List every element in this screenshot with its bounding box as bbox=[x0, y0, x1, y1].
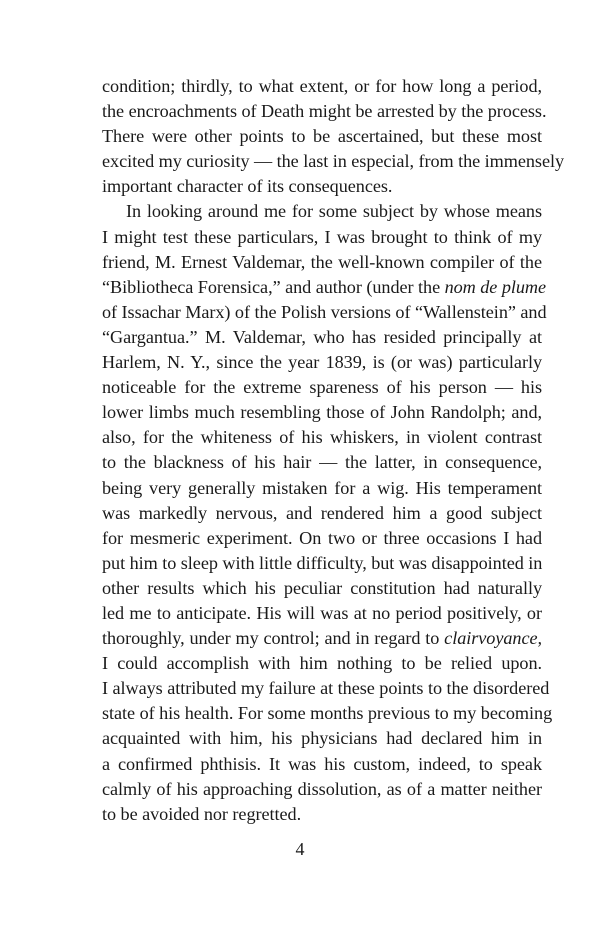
paragraph-1 bbox=[102, 74, 565, 199]
text-line: calmly of his approaching dissolution, as of a matter neither bbox=[102, 778, 542, 799]
paragraph-2 bbox=[102, 199, 553, 826]
text-line: to be avoided nor regretted. bbox=[102, 803, 302, 824]
text-line: I always attributed my failure at these points to the disordered bbox=[102, 678, 550, 699]
text-line: put him to sleep with little difficulty, but was disappointed in bbox=[102, 552, 543, 573]
text-line: noticeable for the extreme spareness of his person — his bbox=[102, 377, 542, 398]
text-line: “Gargantua.” M. Valdemar, who has resided principally at bbox=[102, 326, 542, 347]
text-line: for mesmeric experiment. On two or three occasions I had bbox=[102, 527, 542, 548]
text-line: was markedly nervous, and rendered him a good subject bbox=[102, 502, 542, 523]
text-line: led me to anticipate. His will was at no period positively, or bbox=[102, 602, 542, 623]
text-line: Harlem, N. Y., since the year 1839, is (or was) particularly bbox=[102, 352, 542, 373]
text-line: other results which his peculiar constitution had naturally bbox=[102, 577, 542, 598]
text-line: of Issachar Marx) of the Polish versions of “Wallenstein” and bbox=[102, 301, 547, 322]
text-line: friend, M. Ernest Valdemar, the well-known compiler of the bbox=[102, 251, 542, 272]
text-line: condition; thirdly, to what extent, or for how long a period, bbox=[102, 76, 542, 96]
page-number: 4 bbox=[295, 839, 305, 859]
text-line: acquainted with him, his physicians had declared him in bbox=[102, 728, 542, 749]
text-line: state of his health. For some months previous to my becoming bbox=[102, 703, 553, 724]
text-line: There were other points to be ascertained, but these most bbox=[102, 126, 542, 147]
text-line: the encroachments of Death might be arrested by the process. bbox=[102, 101, 547, 122]
text-line: I might test these particulars, I was brought to think of my bbox=[102, 226, 542, 247]
text-line: excited my curiosity — the last in especial, from the immensely bbox=[102, 151, 565, 172]
italic-phrase: nom de plume bbox=[444, 276, 547, 297]
text-line: I could accomplish with him nothing to be relied upon. bbox=[102, 653, 542, 674]
text-line-with-italic: “Bibliotheca Forensica,” and author (under the nom de plume bbox=[102, 276, 547, 297]
text-line-with-italic: thoroughly, under my control; and in regard to clairvoyance, bbox=[102, 628, 542, 649]
text-line: lower limbs much resembling those of John Randolph; and, bbox=[102, 402, 542, 423]
italic-phrase: clairvoyance, bbox=[444, 628, 542, 649]
text-line: being very generally mistaken for a wig. His temperament bbox=[102, 477, 542, 498]
text-line: In looking around me for some subject by whose means bbox=[126, 201, 542, 222]
text-line: a confirmed phthisis. It was his custom, indeed, to speak bbox=[102, 753, 542, 774]
text-line: to the blackness of his hair — the latter, in consequence, bbox=[102, 452, 542, 473]
page-body bbox=[102, 74, 565, 827]
text-line: important character of its consequences. bbox=[102, 176, 393, 197]
text-line: also, for the whiteness of his whiskers, in violent contrast bbox=[102, 427, 542, 448]
